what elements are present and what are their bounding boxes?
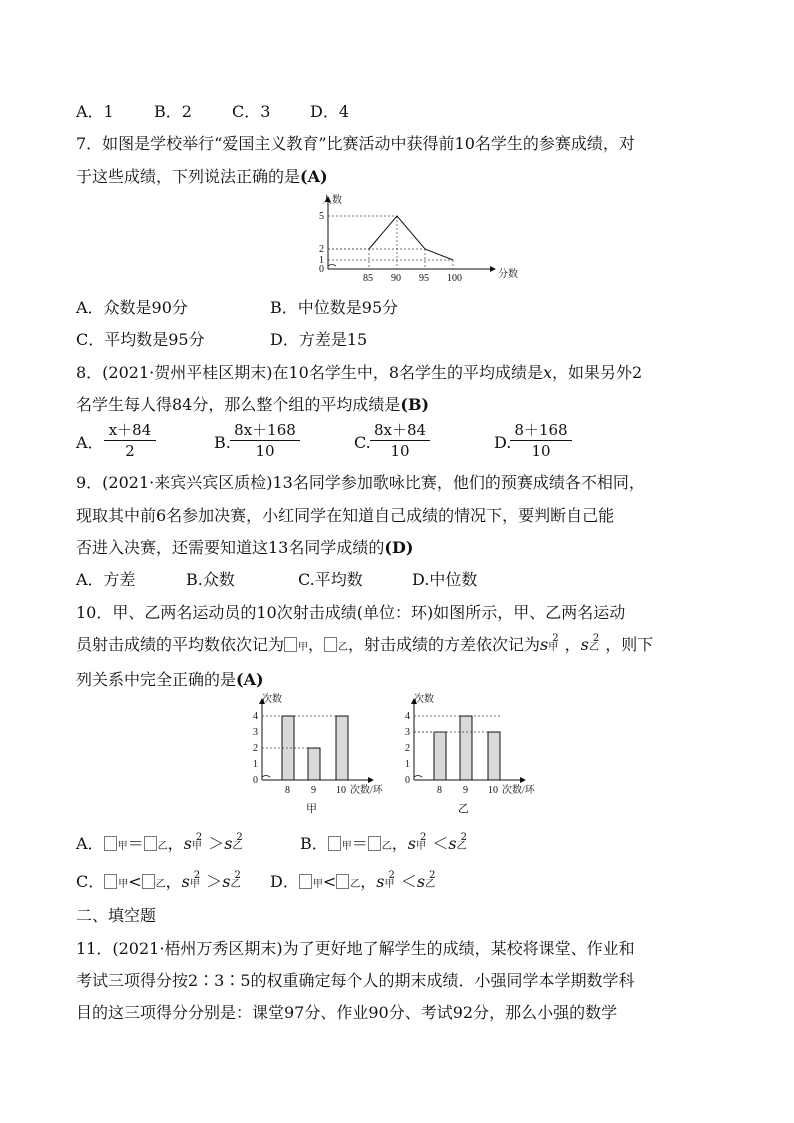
x-tick-label: 9: [463, 785, 468, 796]
q6-option-b: B．2: [154, 102, 192, 121]
mean-placeholder-icon: [299, 874, 312, 889]
q8-option-b-label: B.: [214, 433, 231, 452]
x-tick-label: 85: [363, 273, 373, 284]
q9-line-3: [76, 537, 413, 559]
x-tick-label: 8: [437, 785, 442, 796]
mean-placeholder-icon: [328, 836, 341, 851]
y-tick-label: 2: [405, 743, 410, 754]
chart-caption: 乙: [458, 803, 469, 815]
bar: [434, 732, 446, 780]
s-symbol: s: [540, 635, 549, 654]
sub-yi: 乙: [232, 841, 243, 852]
sub-jia: 甲: [189, 879, 200, 890]
s-symbol: s: [181, 872, 190, 891]
q7-line-2: [76, 166, 328, 188]
sup-2: 2: [234, 870, 241, 881]
sub-yi: 乙: [588, 642, 599, 653]
sub-yi: 乙: [381, 841, 392, 852]
mean-placeholder-icon: [144, 836, 157, 851]
sup-2: 2: [193, 870, 201, 881]
option-label: D．: [270, 872, 299, 891]
s-symbol: s: [407, 834, 417, 853]
chart-caption: 甲: [306, 803, 317, 815]
sup-2: 2: [195, 832, 203, 843]
q10-line-2-a: 员射击成绩的平均数依次记为: [76, 635, 285, 654]
sub-yi: 乙: [230, 879, 241, 890]
relation-mean: <: [322, 872, 337, 891]
q8-option-a-label: A．: [76, 433, 104, 452]
x-tick-label: 95: [419, 273, 429, 284]
sub-jia: 甲: [341, 841, 352, 852]
q8-line-1-text: 8．(2021·贺州平桂区期末)在10名学生中，8名学生的平均成绩是: [76, 363, 544, 382]
section-heading: 二、填空题: [76, 906, 157, 925]
q9-line-1: 9．(2021·来宾兴宾区质检)13名同学参加歌咏比赛，他们的预赛成绩各不相同，: [76, 473, 645, 492]
sup-2: 2: [429, 870, 436, 881]
q8-option-c-numerator: 8x＋84: [370, 420, 430, 441]
q10-line-3-text: 列关系中完全正确的是: [76, 670, 237, 689]
q9-line-2: 现取其中前6名参加决赛，小红同学在知道自己成绩的情况下，要判断自己能: [76, 506, 615, 525]
q6-option-a: A．1: [76, 102, 114, 121]
q10-line-2-c: ，则下: [605, 635, 654, 654]
sub-yi: 乙: [157, 841, 168, 852]
s-symbol: s: [416, 872, 426, 891]
x-tick-label: 10: [336, 785, 346, 796]
q11-line-3: 目的这三项得分分别是：课堂97分、作业90分、考试92分，那么小强的数学: [76, 1003, 618, 1022]
relation-mean: ＝: [351, 834, 368, 853]
q10-line-1: 10．甲、乙两名运动员的10次射击成绩(单位：环)如图所示，甲、乙两名运动: [76, 603, 626, 622]
q8-line-1-end: ，如果另外2: [552, 363, 643, 382]
y-tick-label: 4: [405, 711, 410, 722]
y-tick-label: 2: [319, 244, 324, 255]
q8-answer: (B): [400, 395, 430, 414]
s-symbol: s: [224, 834, 233, 853]
q8-option-d-label: D.: [494, 433, 512, 452]
q8-option-b-numerator: 8x＋168: [230, 420, 300, 441]
y-axis-label: 次数: [414, 694, 434, 705]
mean-placeholder-icon: [142, 874, 155, 889]
sub-yi: 乙: [350, 879, 361, 890]
sub-yi: 乙: [425, 879, 436, 890]
q7-line-chart: [300, 192, 518, 284]
s-symbol: s: [448, 834, 457, 853]
q10-line-2-b: ，射击成绩的方差依次记为: [348, 635, 541, 654]
relation-variance: ＜: [432, 834, 449, 853]
q11-line-2: 考试三项得分按2∶3∶5的权重确定每个人的期末成绩．小强同学本学期数学科: [76, 971, 635, 990]
sup-2: 2: [420, 832, 427, 843]
q10-option-c: C． 甲< 乙，s甲$^2$ ＞s乙$^2$: [76, 870, 241, 891]
q8-line-1: [76, 362, 642, 384]
axis-break-icon: [414, 776, 422, 778]
q9-option-a: A．方差: [76, 570, 136, 589]
option-label: B．: [300, 834, 328, 853]
series-line: [369, 216, 453, 260]
relation-variance: ＞: [206, 872, 223, 891]
y-tick-label: 1: [253, 759, 258, 770]
q7-line-1: 7．如图是学校举行“爱国主义教育”比赛活动中获得前10名学生的参赛成绩，对: [76, 134, 635, 153]
x-axis-arrow-icon: [368, 777, 374, 783]
x-axis-label: 次数/环: [350, 785, 383, 796]
q9-answer: (D): [384, 538, 414, 557]
sup-2: 2: [236, 832, 243, 843]
y-axis-label: 人数: [322, 195, 342, 206]
s-symbol: s: [376, 872, 385, 891]
sub-jia: 甲: [384, 879, 395, 890]
q11-line-1: 11．(2021·梧州万秀区期末)为了更好地了解学生的成绩，某校将课堂、作业和: [76, 939, 635, 958]
q10-option-d: D． 甲< 乙，s甲$^2$ ＜s乙$^2$: [270, 870, 436, 891]
bar: [488, 732, 500, 780]
y-tick-label: 2: [253, 743, 258, 754]
q8-line-2-text: 名学生每人得84分，那么整个组的平均成绩是: [76, 395, 401, 414]
q7-option-c: C．平均数是95分: [76, 330, 205, 349]
q8-option-b-denominator: 10: [255, 442, 275, 460]
x-tick-label: 10: [488, 785, 498, 796]
sup-2: 2: [388, 870, 395, 881]
mean-placeholder-icon: [284, 637, 297, 652]
sub-yi: 乙: [155, 879, 166, 890]
mean-placeholder-icon: [104, 836, 117, 851]
y-tick-label: 0: [405, 775, 410, 786]
y-tick-label: 3: [405, 727, 410, 738]
x-tick-label: 90: [391, 273, 401, 284]
sub-yi: 乙: [338, 642, 349, 653]
relation-mean: <: [128, 872, 142, 891]
q8-option-c-label: C.: [354, 433, 371, 452]
bar: [460, 716, 472, 780]
axis-break-icon: [328, 265, 336, 267]
s-symbol: s: [222, 872, 231, 891]
axis-break-icon: [262, 776, 270, 778]
option-label: A．: [76, 834, 104, 853]
q8-option-d-numerator: 8＋168: [510, 420, 572, 441]
option-label: C．: [76, 872, 105, 891]
q8-option-a-fraction: [104, 420, 156, 461]
x-tick-label: 100: [447, 273, 462, 284]
sub-yi: 乙: [456, 841, 467, 852]
s-symbol: s: [183, 834, 192, 853]
sup-2: 2: [592, 633, 600, 644]
q8-option-c-fraction: [370, 420, 430, 461]
sub-jia: 甲: [312, 879, 323, 890]
sub-jia: 甲: [416, 841, 427, 852]
y-axis-label: 次数: [262, 694, 282, 705]
y-tick-label: 4: [253, 711, 258, 722]
q7-line-2-text: 于这些成绩，下列说法正确的是: [76, 167, 301, 186]
q6-option-c: C．3: [232, 102, 271, 121]
q7-answer: (A): [300, 167, 328, 186]
q7-option-a: A．众数是90分: [76, 298, 188, 317]
q10-answer: (A): [236, 670, 264, 689]
q10-bar-chart-yi: [392, 692, 552, 818]
x-axis-label: 分数: [498, 269, 518, 280]
mean-placeholder-icon: [368, 836, 381, 851]
q10-line-3: [76, 669, 264, 691]
x-tick-label: 8: [285, 785, 290, 796]
sup-2: 2: [552, 633, 559, 644]
q10-option-b: B． 甲＝ 乙，s甲$^2$ ＜s乙$^2$: [300, 832, 467, 853]
y-tick-label: 0: [319, 264, 324, 275]
relation-variance: ＞: [208, 834, 225, 853]
q8-option-c-denominator: 10: [390, 442, 410, 460]
q8-line-2: [76, 394, 429, 416]
relation-mean: ＝: [127, 834, 144, 853]
q8-option-a-numerator: x＋84: [104, 420, 156, 441]
q10-bar-chart-jia: [240, 692, 400, 818]
q8-option-a-denominator: 2: [125, 442, 135, 460]
mean-placeholder-icon: [324, 637, 337, 652]
q8-var-x: x: [543, 363, 553, 382]
q8-option-b-fraction: [230, 420, 300, 461]
sub-jia: 甲: [298, 642, 309, 653]
q9-option-c: C.平均数: [298, 570, 363, 589]
bar: [308, 748, 320, 780]
y-tick-label: 3: [253, 727, 258, 738]
q7-option-b: B．中位数是95分: [270, 298, 399, 317]
sub-jia: 甲: [191, 841, 202, 852]
y-tick-label: 1: [319, 255, 324, 266]
q9-line-3-text: 否进入决赛，还需要知道这13名同学成绩的: [76, 538, 385, 557]
x-axis-label: 次数/环: [502, 785, 535, 796]
sub-jia: 甲: [118, 879, 129, 890]
q9-option-d: D.中位数: [412, 570, 478, 589]
s-symbol: s: [580, 635, 589, 654]
y-tick-label: 5: [319, 211, 324, 222]
relation-variance: ＜: [400, 872, 417, 891]
mean-placeholder-icon: [336, 874, 349, 889]
y-tick-label: 1: [405, 759, 410, 770]
sup-2: 2: [460, 832, 467, 843]
q10-option-a: A． 甲＝ 乙，s甲$^2$ ＞s乙$^2$: [76, 832, 243, 853]
y-tick-label: 0: [253, 775, 258, 786]
bar: [336, 716, 348, 780]
q9-option-b: B.众数: [186, 570, 235, 589]
x-tick-label: 9: [311, 785, 316, 796]
x-axis-arrow-icon: [520, 777, 526, 783]
q6-option-d: D．4: [310, 102, 350, 121]
q10-line-2: 员射击成绩的平均数依次记为 甲， 乙，射击成绩的方差依次记为s甲$^2$ ，s乙$^2$ ，则下: [76, 633, 654, 654]
mean-placeholder-icon: [104, 874, 117, 889]
q8-option-d-fraction: [510, 420, 572, 461]
sub-jia: 甲: [117, 841, 128, 852]
q7-option-d: D．方差是15: [270, 330, 368, 349]
sub-jia: 甲: [548, 642, 559, 653]
q8-option-d-denominator: 10: [531, 442, 551, 460]
x-axis-arrow-icon: [490, 266, 496, 272]
